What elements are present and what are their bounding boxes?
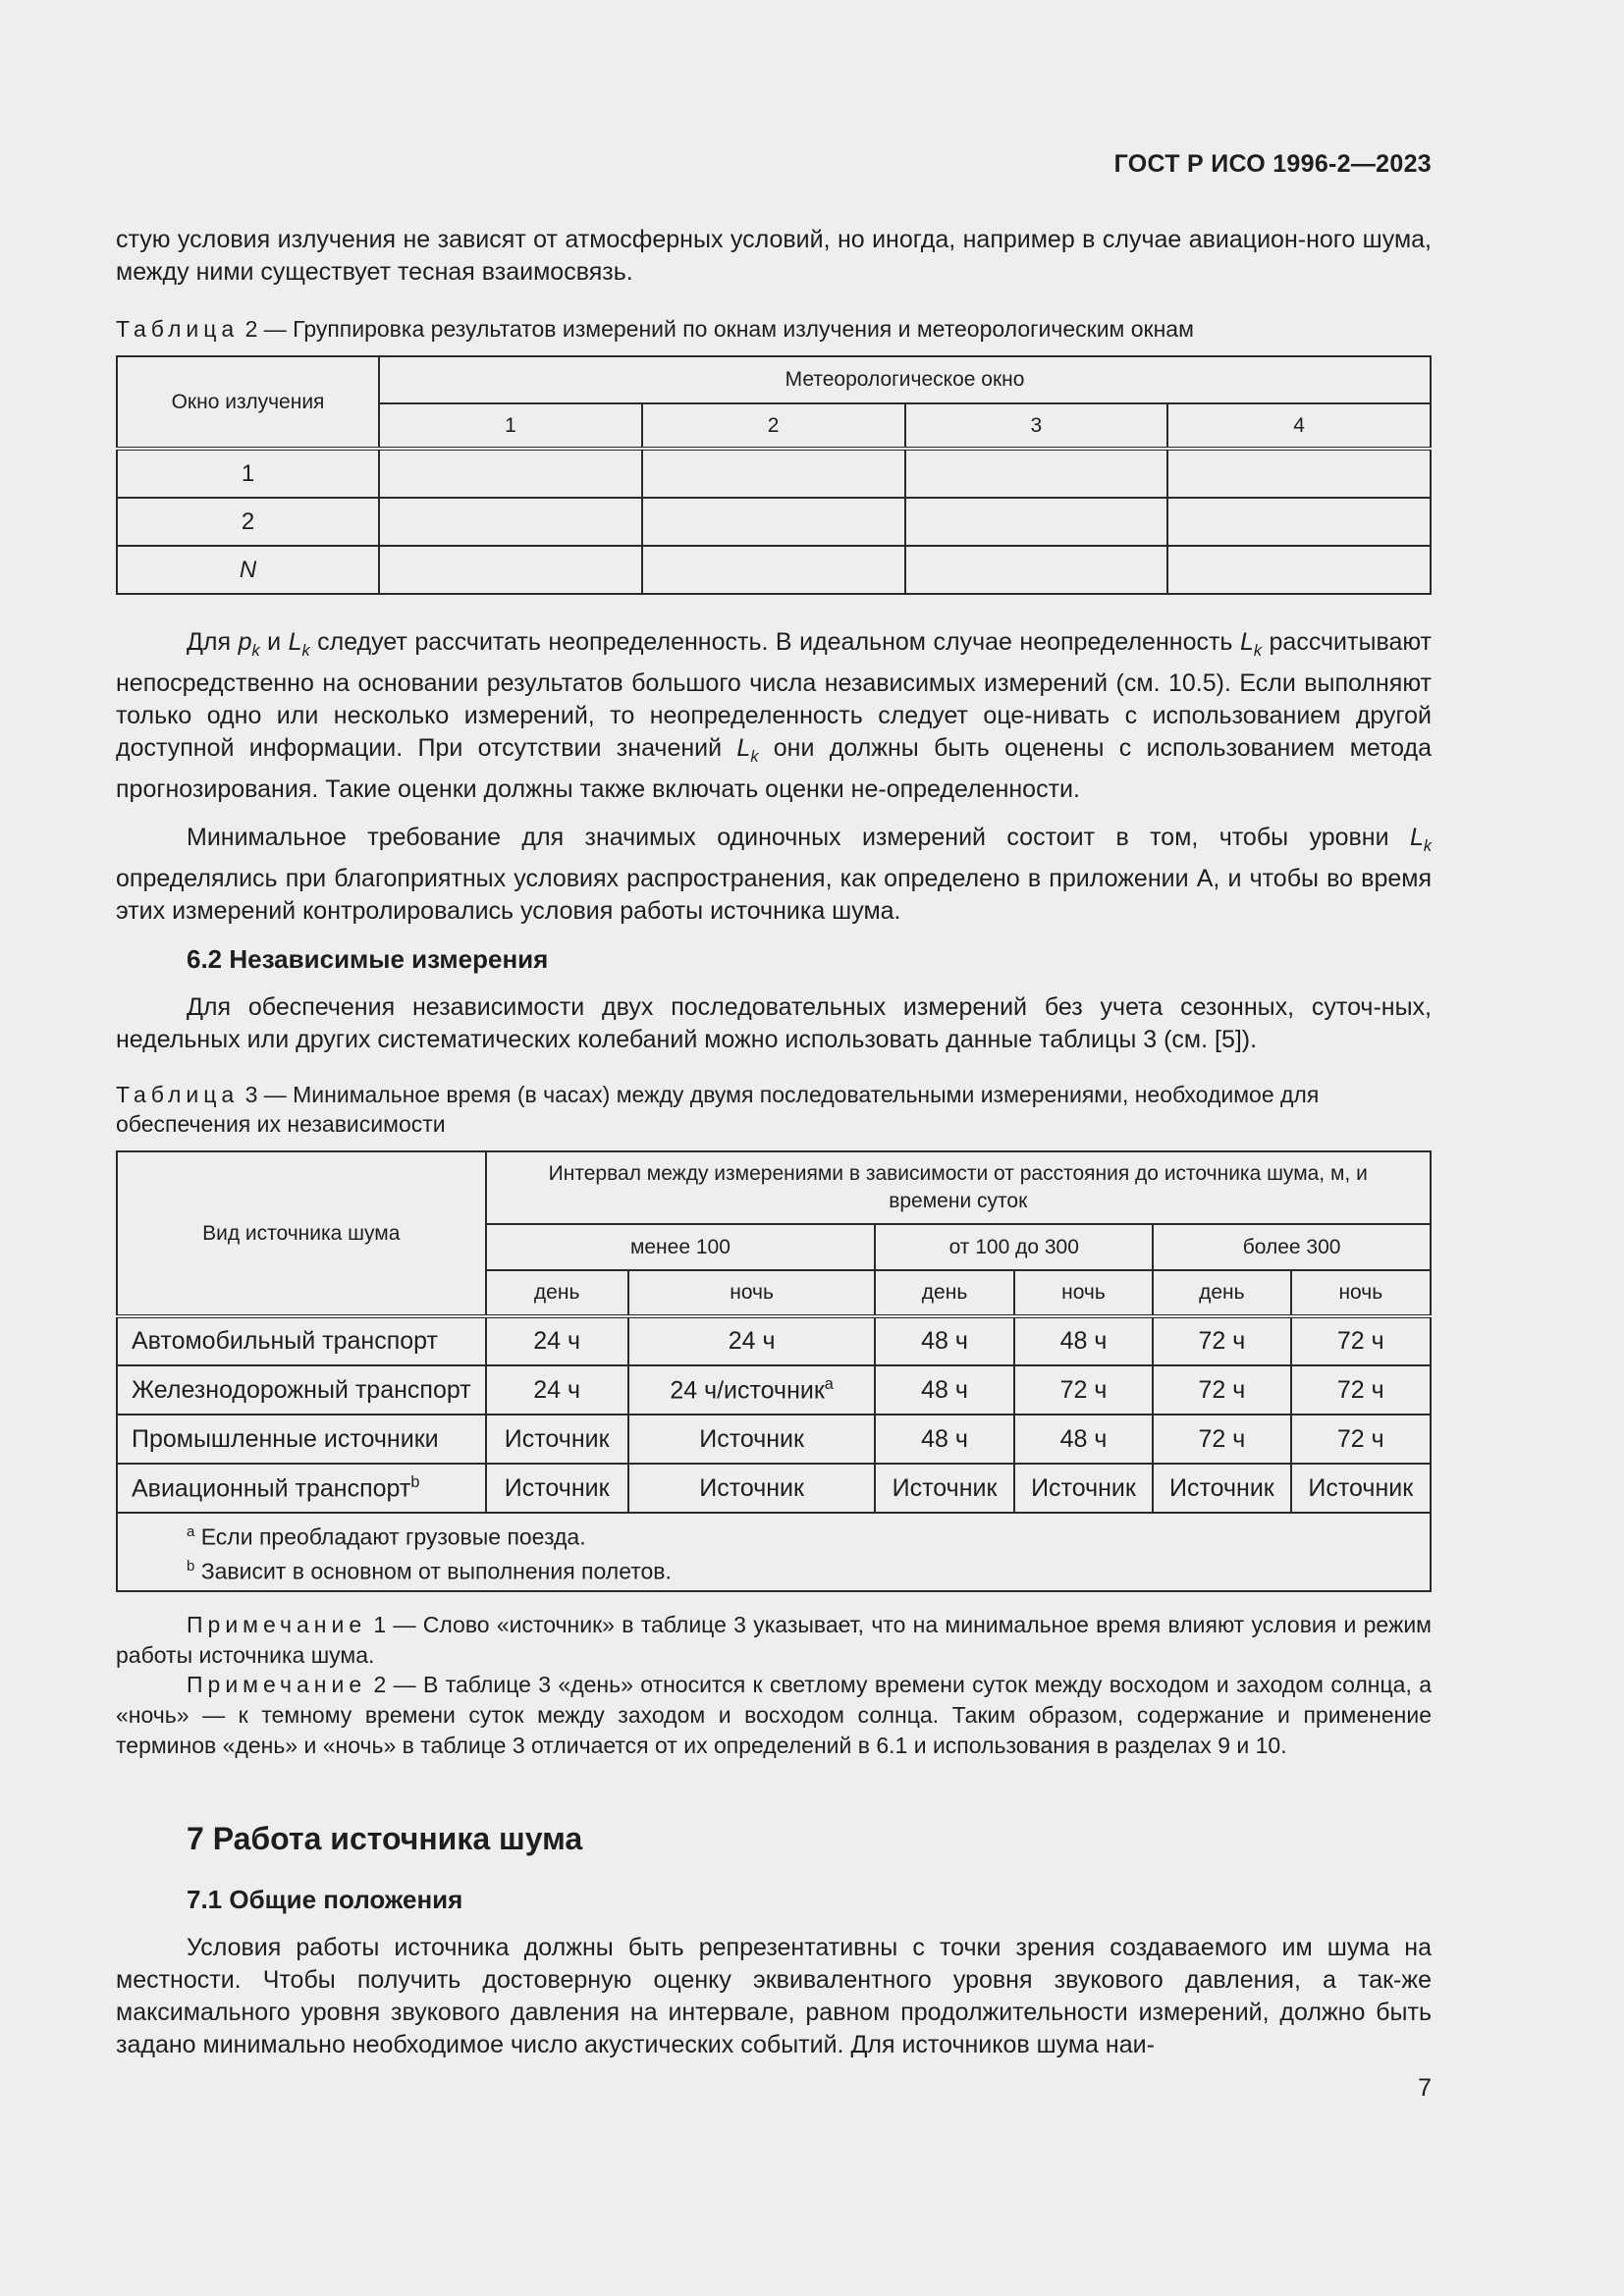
- table2-cell: [642, 449, 905, 498]
- table2-header-emission-window: Окно излучения: [117, 356, 379, 449]
- table3-cell: 72 ч: [1291, 1365, 1431, 1415]
- symbol-L: L: [1409, 824, 1424, 851]
- footnote-a: [187, 1518, 1430, 1552]
- footnote-b-text: Зависит в основном от выполнения полетов.: [194, 1558, 672, 1584]
- table2-cell: [379, 546, 642, 594]
- table3-cell: 72 ч: [1153, 1365, 1290, 1415]
- page-number: 7: [1418, 2074, 1432, 2102]
- subscript-k: k: [750, 748, 759, 766]
- symbol-L: L: [736, 734, 751, 762]
- table3-night: ночь: [628, 1270, 876, 1316]
- table2-cell: [905, 498, 1168, 546]
- table3-cell: 24 ч: [486, 1316, 628, 1365]
- footnote-b-mark: b: [187, 1558, 195, 1575]
- table3-header-source-type: Вид источника шума: [117, 1151, 486, 1316]
- table3: [116, 1150, 1432, 1592]
- table3-cell: 72 ч: [1153, 1415, 1290, 1464]
- intro-paragraph: стую условия излучения не зависят от атмосферных условий, но иногда, например в случае авиацион-ного шума, между ними существует тесная взаимосвязь.: [116, 226, 1432, 286]
- table3-cell: 48 ч: [875, 1365, 1013, 1415]
- text-run: следует рассчитать неопределенность. В идеальном случае неопределенность: [309, 628, 1240, 656]
- footnote-a-text: Если преобладают грузовые поезда.: [194, 1524, 586, 1550]
- text-run: Минимальное требование для значимых одиночных измерений состоит в том, чтобы уровни: [187, 824, 1410, 851]
- subscript-k: k: [1423, 837, 1432, 855]
- table3-source: Железнодорожный транспорт: [117, 1365, 486, 1415]
- table2-col: 3: [905, 403, 1168, 449]
- table3-cell-text: 24 ч/источник: [670, 1376, 825, 1405]
- table3-cell: 48 ч: [875, 1316, 1013, 1365]
- table2: [116, 355, 1432, 595]
- note-1-label: Примечание: [187, 1612, 367, 1637]
- symbol-p: p: [238, 628, 252, 656]
- table2-cell: [642, 498, 905, 546]
- table3-day: день: [1153, 1270, 1290, 1316]
- table3-cell: Источник: [486, 1415, 628, 1464]
- section-7-1-paragraph: Условия работы источника должны быть репрезентативны с точки зрения создаваемого им шума на местности. Чтобы получить достоверную оценку эквивалентного уровня звукового давления, а так-же максимального уровня звукового давления на интервале, равном продолжительности измерений, должно быть задано минимально необходимое число акустических событий. Для источников шума наи-: [116, 1934, 1432, 2058]
- table2-cell: [1167, 449, 1431, 498]
- table3-distance-group: более 300: [1153, 1224, 1431, 1270]
- section-6-2-heading: 6.2 Независимые измерения: [187, 944, 549, 974]
- table3-source-text: Авиационный транспорт: [132, 1474, 411, 1503]
- uncertainty-paragraph: [116, 626, 1432, 806]
- subscript-k: k: [301, 642, 310, 660]
- table2-cell: [905, 546, 1168, 594]
- table-row: [117, 1415, 1431, 1464]
- table2-cell: [905, 449, 1168, 498]
- subscript-k: k: [1253, 642, 1262, 660]
- table3-cell: Источник: [628, 1415, 876, 1464]
- minimal-requirement-paragraph: [116, 822, 1432, 928]
- text-run: Для: [187, 628, 239, 656]
- table2-row-label: N: [117, 546, 379, 594]
- table3-night: ночь: [1291, 1270, 1431, 1316]
- note-1-text: 1 — Слово «источник» в таблице 3 указывает, что на минимальное время влияют условия и режим работы источника шума.: [116, 1612, 1432, 1668]
- table3-cell: Источник: [628, 1464, 876, 1513]
- table3-night: ночь: [1014, 1270, 1153, 1316]
- symbol-L: L: [288, 628, 302, 656]
- footnote-b: [187, 1552, 1430, 1586]
- section-7-1-heading: 7.1 Общие положения: [187, 1885, 463, 1914]
- table3-cell: 48 ч: [1014, 1316, 1153, 1365]
- note-2-text: 2 — В таблице 3 «день» относится к светлому времени суток между восходом и заходом солнца, а «ночь» — к темному времени суток между заходом и восходом солнца. Таким образом, содержание и применение терминов «день» и «ночь» в таблице 3 отличается от их определений в 6.1 и использования в разделах 9 и 10.: [116, 1672, 1432, 1758]
- table3-cell: Источник: [1291, 1464, 1431, 1513]
- table2-header-meteo-window: Метеорологическое окно: [379, 356, 1431, 403]
- table2-caption: [116, 314, 1432, 344]
- table3-day: день: [486, 1270, 628, 1316]
- note-1: [116, 1610, 1432, 1671]
- table-row: [117, 1316, 1431, 1365]
- table3-cell: 72 ч: [1014, 1365, 1153, 1415]
- text-run: они должны быть оценены с использованием метода прогнозирования. Такие оценки должны также включать оценки не-определенности.: [116, 734, 1433, 803]
- table3-cell: 48 ч: [1014, 1415, 1153, 1464]
- table3-source: Автомобильный транспорт: [117, 1316, 486, 1365]
- text-run: и: [259, 628, 289, 656]
- table3-footnotes: [117, 1513, 1431, 1591]
- table3-caption-text: 3 — Минимальное время (в часах) между двумя последовательными измерениями, необходимое для обеспечения их независимости: [116, 1082, 1320, 1137]
- table3-cell: Источник: [1014, 1464, 1153, 1513]
- table3-cell: 24 ч: [628, 1316, 876, 1365]
- table-row: [117, 1464, 1431, 1513]
- footnote-marker: a: [824, 1374, 834, 1393]
- table3-cell: 24 ч: [486, 1365, 628, 1415]
- table2-row-label: 1: [117, 449, 379, 498]
- symbol-L: L: [1239, 628, 1254, 656]
- table2-cell: [379, 449, 642, 498]
- table3-header-interval: Интервал между измерениями в зависимости от расстояния до источника шума, м, и времени суток: [486, 1151, 1432, 1224]
- table2-col: 2: [642, 403, 905, 449]
- table2-caption-text: 2 — Группировка результатов измерений по окнам излучения и метеорологическим окнам: [239, 316, 1194, 342]
- table2-col: 1: [379, 403, 642, 449]
- table3-cell: 72 ч: [1291, 1316, 1431, 1365]
- footnote-marker: b: [410, 1472, 420, 1491]
- table2-cell: [379, 498, 642, 546]
- table3-distance-group: менее 100: [486, 1224, 876, 1270]
- table3-cell: 72 ч: [1291, 1415, 1431, 1464]
- footnote-a-mark: a: [187, 1523, 195, 1541]
- table2-caption-label: Таблица: [116, 316, 240, 342]
- table2-row-label: 2: [117, 498, 379, 546]
- table3-caption: [116, 1080, 1432, 1139]
- table3-caption-label: Таблица: [116, 1082, 240, 1107]
- table-row: [117, 1365, 1431, 1415]
- table3-cell: 48 ч: [875, 1415, 1013, 1464]
- table3-source: Промышленные источники: [117, 1415, 486, 1464]
- table3-cell: [628, 1365, 876, 1415]
- section-7-heading: 7 Работа источника шума: [187, 1821, 583, 1856]
- table3-day: день: [875, 1270, 1013, 1316]
- table2-cell: [642, 546, 905, 594]
- table2-cell: [1167, 498, 1431, 546]
- subscript-k: k: [251, 642, 260, 660]
- table2-col: 4: [1167, 403, 1431, 449]
- table3-source: [117, 1464, 486, 1513]
- section-6-2-paragraph: Для обеспечения независимости двух последовательных измерений без учета сезонных, суточ-ных, недельных или других систематических колебаний можно использовать данные таблицы 3 (см. [5]).: [116, 993, 1432, 1053]
- table3-cell: Источник: [486, 1464, 628, 1513]
- table3-cell: 72 ч: [1153, 1316, 1290, 1365]
- table3-distance-group: от 100 до 300: [875, 1224, 1153, 1270]
- document-header: ГОСТ Р ИСО 1996-2—2023: [1113, 150, 1432, 178]
- text-run: определялись при благоприятных условиях распространения, как определено в приложении А, и чтобы во время этих измерений контролировались условия работы источника шума.: [116, 865, 1432, 925]
- text-run: рассчитывают непосредственно на основании результатов большого числа независимых измерений (см. 10.5). Если выполняют только одно или несколько измерений, то неопределенность следует оце-нивать с использованием другой доступной информации. При отсутствии значений: [116, 628, 1432, 762]
- note-2: [116, 1670, 1432, 1761]
- note-2-label: Примечание: [187, 1672, 367, 1697]
- table3-cell: Источник: [875, 1464, 1013, 1513]
- table3-cell: Источник: [1153, 1464, 1290, 1513]
- table2-cell: [1167, 546, 1431, 594]
